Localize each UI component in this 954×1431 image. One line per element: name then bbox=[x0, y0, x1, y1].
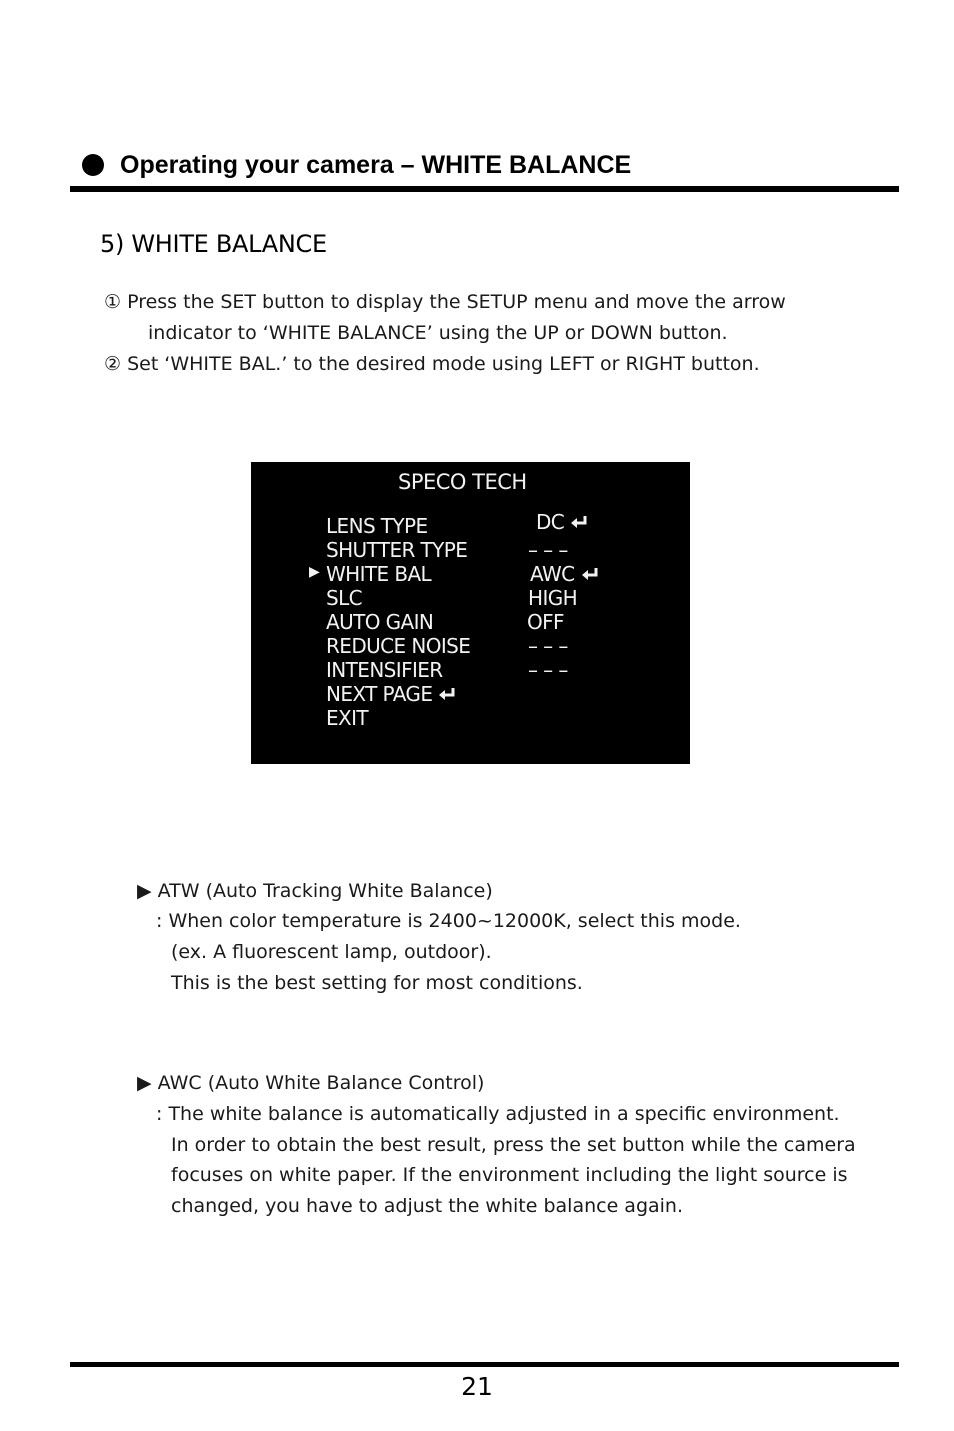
awc-description-line: changed, you have to adjust the white balance again. bbox=[171, 1195, 684, 1217]
osd-row-label: INTENSIFIER bbox=[326, 658, 443, 682]
osd-row-next-page bbox=[251, 682, 690, 706]
osd-row-label: SHUTTER TYPE bbox=[326, 538, 468, 562]
osd-row-reduce-noise bbox=[251, 634, 690, 658]
atw-description-line: : When color temperature is 2400~12000K, select this mode. bbox=[156, 910, 741, 932]
osd-row-label: SLC bbox=[326, 586, 363, 610]
awc-description-line: In order to obtain the best result, press the set button while the camera bbox=[171, 1134, 856, 1156]
osd-row-value: – – – bbox=[528, 538, 568, 562]
osd-row-label: EXIT bbox=[326, 706, 369, 730]
osd-setup-menu bbox=[251, 462, 690, 764]
osd-menu-title: SPECO TECH bbox=[398, 470, 527, 494]
osd-row-label: REDUCE NOISE bbox=[326, 634, 471, 658]
osd-row-label: WHITE BAL bbox=[326, 562, 432, 586]
awc-description-line: focuses on white paper. If the environment including the light source is bbox=[171, 1164, 848, 1186]
atw-description-line: This is the best setting for most conditions. bbox=[171, 972, 583, 994]
page-header bbox=[82, 148, 631, 182]
awc-description-line: : The white balance is automatically adjusted in a specific environment. bbox=[156, 1103, 840, 1125]
osd-row-shutter-type bbox=[251, 538, 690, 562]
osd-row-intensifier bbox=[251, 658, 690, 682]
step-2-text: ② Set ‘WHITE BAL.’ to the desired mode using LEFT or RIGHT button. bbox=[104, 353, 760, 375]
awc-heading: ▶ AWC (Auto White Balance Control) bbox=[137, 1072, 485, 1094]
enter-icon bbox=[570, 515, 588, 529]
step-1-continuation: indicator to ‘WHITE BALANCE’ using the UP or DOWN button. bbox=[148, 322, 728, 344]
header-rule bbox=[70, 186, 899, 192]
osd-row-value: DC bbox=[536, 510, 588, 534]
selection-pointer-icon: ▶ bbox=[309, 564, 320, 580]
page-number: 21 bbox=[461, 1372, 493, 1401]
atw-description-line: (ex. A fluorescent lamp, outdoor). bbox=[171, 941, 492, 963]
osd-row-white-bal bbox=[251, 562, 690, 586]
osd-row-auto-gain bbox=[251, 610, 690, 634]
section-title: 5) WHITE BALANCE bbox=[100, 230, 327, 258]
osd-row-slc bbox=[251, 586, 690, 610]
osd-row-exit bbox=[251, 706, 690, 730]
footer-rule bbox=[70, 1362, 899, 1367]
osd-row-label: NEXT PAGE bbox=[326, 682, 456, 706]
enter-icon bbox=[438, 687, 456, 701]
atw-heading: ▶ ATW (Auto Tracking White Balance) bbox=[137, 880, 493, 902]
osd-row-label: AUTO GAIN bbox=[326, 610, 434, 634]
osd-row-value: HIGH bbox=[528, 586, 578, 610]
osd-row-lens-type bbox=[251, 510, 690, 538]
osd-row-value: OFF bbox=[527, 610, 564, 634]
osd-row-value: – – – bbox=[528, 658, 568, 682]
circle-bullet-icon bbox=[82, 154, 104, 176]
osd-row-label: LENS TYPE bbox=[326, 514, 428, 538]
osd-row-value: AWC bbox=[530, 562, 599, 586]
header-title: Operating your camera – WHITE BALANCE bbox=[120, 150, 632, 179]
enter-icon bbox=[581, 567, 599, 581]
osd-row-value: – – – bbox=[528, 634, 568, 658]
step-1-text: ① Press the SET button to display the SETUP menu and move the arrow bbox=[104, 291, 786, 313]
